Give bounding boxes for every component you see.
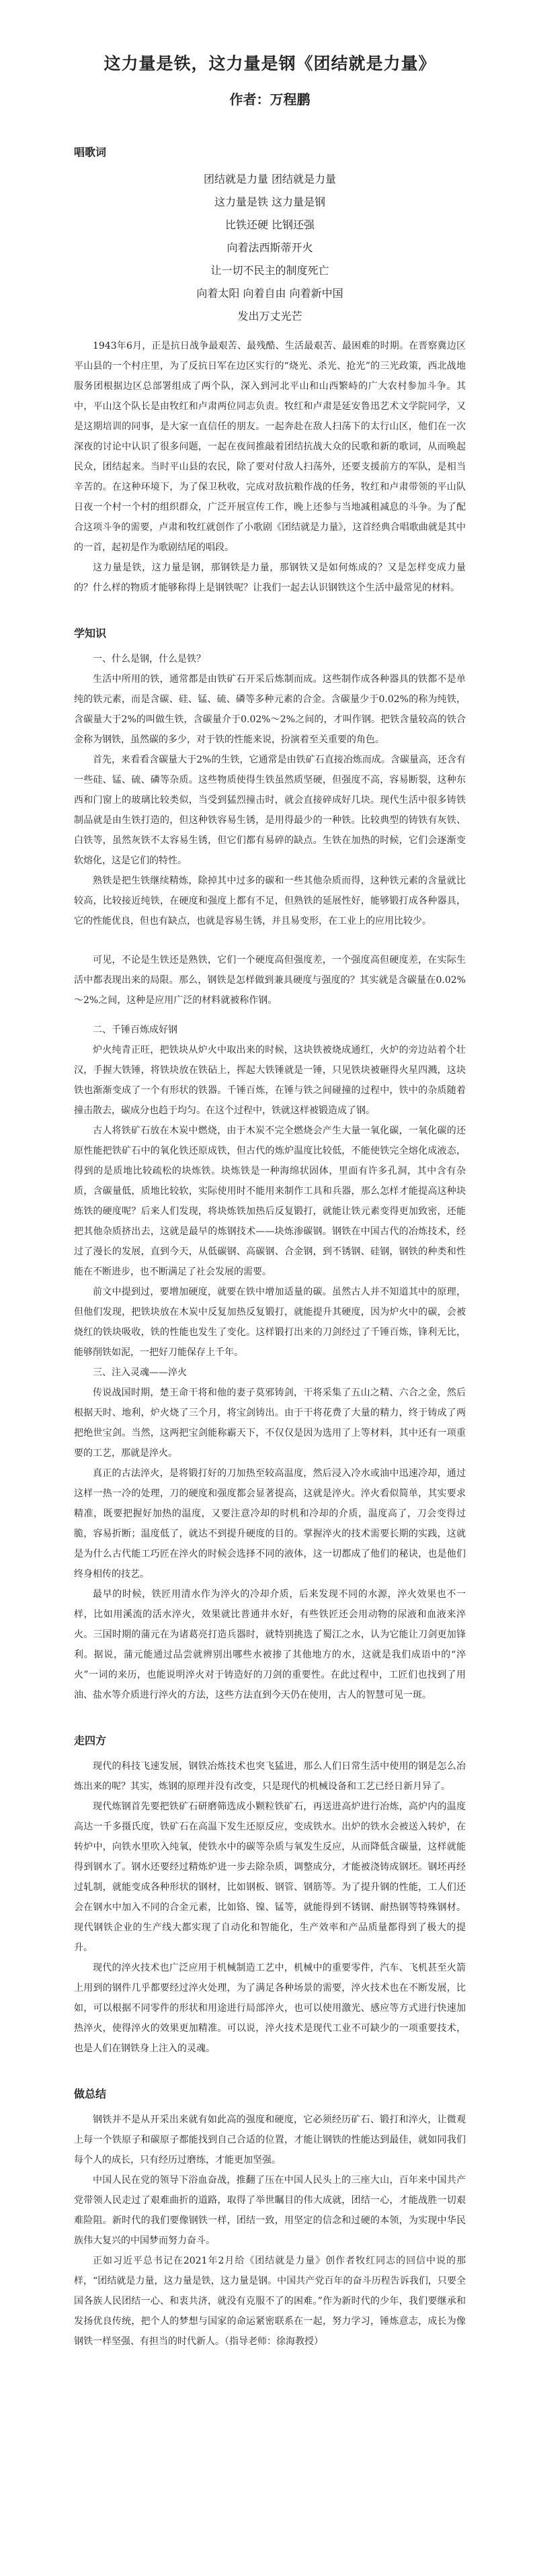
paragraph: 熟铁是把生铁继续精炼，除掉其中过多的碳和一些其他杂质而得，这种铁元素的含量就比较高，比较接近纯铁，在硬度和强度上都有不足，但熟铁的延展性好，能够锻打成各种器具，它的性能优良，但也有缺点，也就是容易生锈，并且易变形，在工业上的应用比较少。 <box>74 875 466 927</box>
paragraph: 现代炼钢首先要把铁矿石研磨筛选成小颗粒铁矿石，再送进高炉进行冶炼，高炉内的温度高达一千多摄氏度，铁矿石在高温下发生还原反应，变成铁水。出炉的铁水会被送入转炉，在转炉中，向铁水里吹入纯氧，使铁水中的碳等杂质与氧发生反应，从而降低含碳量，这样就能得到钢水了。钢水还要经过精炼炉进一步去除杂质，调整成分，才能被浇铸成钢坯。钢坯再经过轧制，就能变成各种形状的钢材，比如钢板、钢管、钢筋等。为了提升钢的性能，工人们还会在钢水中加入不同的合金元素，比如铬、镍、锰等，就能得到不锈钢、耐热钢等特殊钢材。现代钢铁企业的生产线大都实现了自动化和智能化，生产效率和产品质量都得到了极大的提升。 <box>74 1801 466 1953</box>
lyric-line: 这力量是铁 这力量是钢 <box>214 196 326 208</box>
paragraph: 传说战国时期，楚王命干将和他的妻子莫邪铸剑，干将采集了五山之精、六合之金，然后根据天时、地利，炉火烧了三个月，将宝剑铸出。由于干将花费了大量的精力，终于铸成了两把绝世宝剑。当然，这两把宝剑能称霸天下，不仅仅是因为选用了上等材料，其中还有一项重要的工艺，那就是淬火。 <box>74 1387 466 1459</box>
subheading: 三、注入灵魂——淬火 <box>93 1367 187 1378</box>
section-heading-visit: 走四方 <box>74 1734 107 1747</box>
paragraph: 真正的古法淬火，是将锻打好的刀加热至较高温度，然后浸入冷水或油中迅速冷却，通过这样一热一冷的处理，刀的硬度和强度都会显著提高，这就是淬火。淬火看似简单，其实要求精准，既要把握好加热的温度，又要注意冷却的时机和冷却的介质，温度高了，刀会变得过脆，容易折断；温度低了，就达不到提升硬度的目的。掌握淬火的技术需要长期的实践，这就是为什么古代能工巧匠在淬火的时候会选择不同的液体，这一切都成了他们的秘诀，也是他们终身相传的技艺。 <box>74 1468 466 1580</box>
paragraph: 正如习近平总书记在2021年2月给《团结就是力量》创作者牧红同志的回信中说的那样，“团结就是力量，这力量是铁，这力量是钢。中国共产党百年的奋斗历程告诉我们，只要全国各族人民团结一心、和衷共济，就没有克服不了的困难。”作为新时代的少年，我们要继承和发扬优良传统，把个人的梦想与国家的命运紧密联系在一起，努力学习，锤炼意志，成长为像钢铁一样坚强、有担当的时代新人。（指导老师：徐海教授） <box>74 2256 466 2347</box>
paragraph: 1943年6月，正是抗日战争最艰苦、最残酷、生活最艰苦、最困难的时期。在晋察冀边区平山县的一个村庄里，为了反抗日军在边区实行的“烧光、杀光、抢光”的三光政策，西北战地服务团根据边区总部署组成了两个队，深入到河北平山和山西繁峙的广大农村参加斗争。其中，平山这个队长是由牧红和卢肃两位同志负责。牧红和卢肃是延安鲁迅艺术文学院同学，又是这期培训的同事，是大家一直信任的朋友。一起奔赴在敌人扫荡下的太行山区，他们在一次深夜的讨论中认识了很多问题，一起在夜间推敲着团结抗战大众的民歌和新的歌词，从而唤起民众，团结起来。当时平山县的农民，除了要对付敌人扫荡外，还要支援前方的军队，是相当辛苦的。在这种环境下，为了保卫秋收，完成对敌抗粮作战的任务，牧红和卢肃带领的平山队日夜一个村一个村的组织群众，广泛开展宣传工作，晚上还参与当地减租减息的斗争。为了配合这项斗争的需要，卢肃和牧红就创作了小歌剧《团结就是力量》，这首经典合唱歌曲就是其中的一首，起初是作为歌剧结尾的唱段。 <box>74 341 466 553</box>
lyric-line: 比铁还硬 比钢还强 <box>224 218 315 231</box>
lyric-line: 团结就是力量 团结就是力量 <box>203 173 337 185</box>
paragraph: 现代的科技飞速发展，钢铁冶炼技术也突飞猛进，那么人们日常生活中使用的钢是怎么冶炼出来的呢？其实，炼钢的原理并没有改变，只是现代的机械设备和工艺已经日新月异了。 <box>74 1761 466 1792</box>
section-heading-summary: 做总结 <box>74 2088 107 2100</box>
paragraph: 钢铁并不是从开采出来就有如此高的强度和硬度，它必须经历矿石、锻打和淬火，让微观上每一个铁原子和碳原子都能找到自己合适的位置，才能让钢铁的性能达到最佳，就如同我们每个人的成长，只有经历过磨练，才能更加坚强。 <box>74 2114 466 2165</box>
song-lyrics <box>74 168 466 328</box>
section-heading-knowledge: 学知识 <box>74 627 107 640</box>
paragraph: 现代的淬火技术也广泛应用于机械制造工艺中，机械中的重要零件，汽车、飞机甚至火箭上用到的钢件几乎都要经过淬火处理，为了满足各种场景的需要，淬火技术也在不断发展，比如，可以根据不同零件的形状和用途进行局部淬火，也可以使用激光、感应等方式进行快速加热淬火，使得淬火的效果更加精准。可以说，淬火技术是现代工业不可缺少的一项重要技术，也是人们在钢铁身上注入的灵魂。 <box>74 1963 466 2054</box>
paragraph: 生活中所用的铁，通常都是由铁矿石开采后炼制而成。这些制作成各种器具的铁都不是单纯的铁元素，而是含碳、硅、锰、硫、磷等多种元素的合金。含碳量少于0.02%的称为纯铁，含碳量大于2%的叫做生铁，含碳量介于0.02%～2%之间的，才叫作钢。把铁含量较高的铁合金称为钢铁，虽然碳的多少，对于铁的性能来说，扮演着至关重要的角色。 <box>74 674 466 745</box>
paragraph: 前文中提到过，要增加硬度，就要在铁中增加适量的碳。虽然古人并不知道其中的原理，但他们发现，把铁块放在木炭中反复加热反复锻打，就能提升其硬度，因为炉火中的碳，会被烧红的铁块吸收，铁的性能也发生了变化。这样锻打出来的刀剑经过了千锤百炼，锋利无比，能够削铁如泥，一把好刀能保存上千年。 <box>74 1287 466 1358</box>
paragraph: 古人将铁矿石放在木炭中燃烧，由于木炭不完全燃烧会产生大量一氧化碳，一氧化碳的还原性能把铁矿石中的氧化铁还原成铁，但古代的炼炉温度比较低，不能使铁完全熔化成液态，得到的是质地比较疏松的块炼铁。块炼铁是一种海绵状固体，里面有许多孔洞，其中含有杂质，含碳量低，质地比较软，实际使用时不能用来制作工具和兵器，那么怎样才能提高这种块炼铁的硬度呢？后来人们发现，将块炼铁加热后反复锻打，就能让铁元素变得更加致密，还能把其他杂质挤出去，这就是最早的炼钢技术——块炼渗碳钢。钢铁在中国古代的冶炼技术，经过了漫长的发展，直到今天，从低碳钢、高碳钢、合金钢，到不锈钢、硅钢，钢铁的种类和性能在不断进步，也不断满足了社会发展的需要。 <box>74 1125 466 1277</box>
lyric-line: 向着法西斯蒂开火 <box>227 241 313 254</box>
lyric-line: 发出万丈光芒 <box>237 310 302 323</box>
paragraph: 炉火纯青正旺，把铁块从炉火中取出来的时候，这块铁被烧成通红，火炉的旁边站着个壮汉，手握大铁锤，将铁块放在铁砧上，挥起大铁锤就是一锤，只见铁块被砸得火星四溅，这块铁也渐渐变成了一个有形状的铁器。千锤百炼，在锤与铁之间碰撞的过程中，铁中的杂质随着撞击散去，碳成分也趋于均匀。在这个过程中，铁就这样被锻造成了钢。 <box>74 1045 466 1116</box>
paragraph: 最早的时候，铁匠用清水作为淬火的冷却介质，后来发现不同的水源，淬火效果也不一样，比如用溪流的活水淬火，效果就比普通井水好，有些铁匠还会用动物的尿液和血液来淬火。三国时期的蒲元在为诸葛亮打造兵器时，就特别挑选了蜀江之水，认为它能让刀剑更加锋利。据说，蒲元能通过品尝就辨别出哪些水被掺了其他地方的水，这就是我们成语中的“淬火”一词的来历，也能说明淬火对于铸造好的刀剑的重要性。在此过程中，工匠们也找到了用油、盐水等介质进行淬火的方法，这些方法直到今天仍在使用，古人的智慧可见一斑。 <box>74 1589 466 1701</box>
lyric-line: 让一切不民主的制度死亡 <box>210 264 329 277</box>
paragraph: 这力量是铁，这力量是钢，那钢铁是力量，那钢铁又是如何炼成的？又是怎样变成力量的？什么样的物质才能够称得上是钢铁呢？让我们一起去认识钢铁这个生活中最常见的材料。 <box>74 562 466 593</box>
document-title: 这力量是铁，这力量是钢《团结就是力量》 <box>104 54 436 73</box>
paragraph: 中国人民在党的领导下浴血奋战，推翻了压在中国人民头上的三座大山，百年来中国共产党带领人民走过了艰难曲折的道路，取得了举世瞩目的伟大成就，团结一心，才能战胜一切艰难险阻。新时代的我们要像钢铁一样，团结一致，用坚定的信念和过硬的本领，为实现中华民族伟大复兴的中国梦而努力奋斗。 <box>74 2175 466 2246</box>
paragraph: 可见，不论是生铁还是熟铁，它们一个硬度高但强度差，一个强度高但硬度差，在实际生活中都表现出来的局限。那么，钢铁是怎样做到兼具硬度与强度的？其实就是含碳量在0.02%～2%之间，这种是应用广泛的材料就被称作钢。 <box>74 955 466 1006</box>
lyric-line: 向着太阳 向着自由 向着新中国 <box>196 287 343 300</box>
paragraph: 首先，来看看含碳量大于2%的生铁，它通常是由铁矿石直接冶炼而成。含碳量高，还含有一些硅、锰、硫、磷等杂质。这些物质使得生铁虽然质坚硬，但强度不高，容易断裂，这种东西和门窗上的玻璃比较类似，当受到猛烈撞击时，就会直接碎成好几块。现代生活中很多铸铁制品就是由生铁打造的，但这种铁容易生锈，是用得最少的一种铁。比较典型的铸铁有灰铁、白铁等，虽然灰铁不太容易生锈，但它们都有易碎的缺点。生铁在加热的时候，它们会逐渐变软熔化，这是它们的特性。 <box>74 755 466 866</box>
subheading: 一、什么是钢，什么是铁？ <box>93 654 206 664</box>
section-heading-song: 唱歌词 <box>74 146 107 159</box>
subheading: 二、千锤百炼成好钢 <box>93 1025 177 1035</box>
document-author: 作者：万程鹏 <box>229 91 311 108</box>
